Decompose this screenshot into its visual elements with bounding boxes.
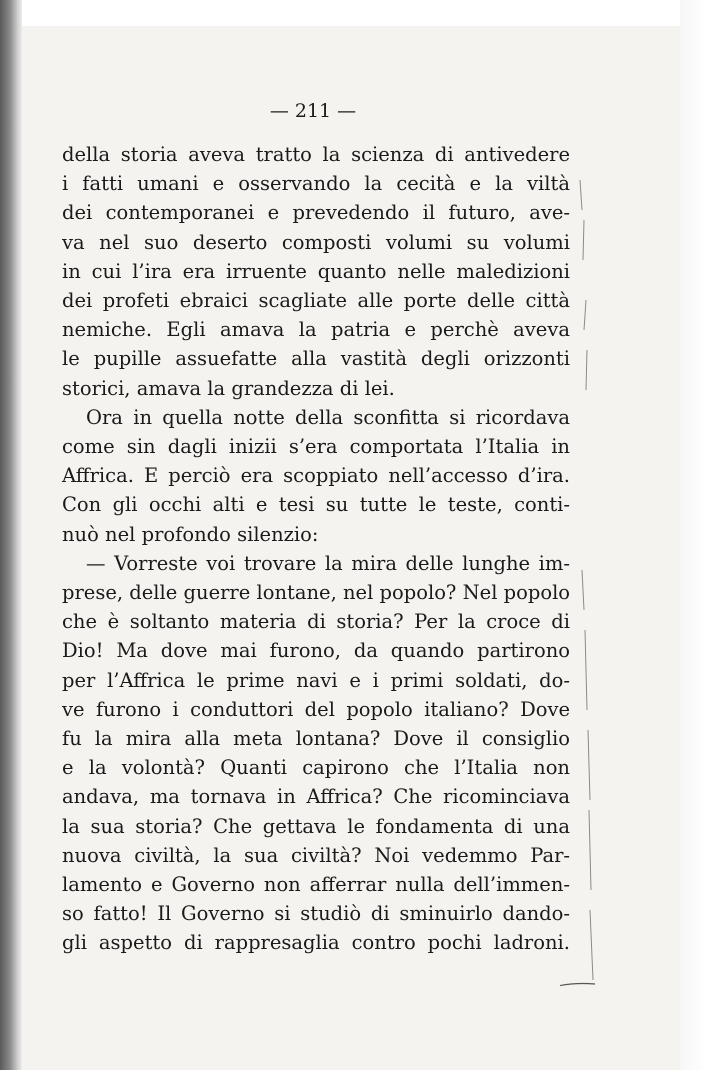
text-line: Affrica. E perciò era scoppiato nell’accesso d’ira.	[62, 464, 570, 488]
page-number: — 211 —	[269, 100, 357, 122]
text-line: i fatti umani e osservando la cecità e la viltà	[62, 172, 570, 196]
text-line: per l’Affrica le prime navi e i primi soldati, do-	[62, 668, 570, 692]
text-line: va nel suo deserto composti volumi su volumi	[62, 230, 570, 254]
text-line: nuova civiltà, la sua civiltà? Noi vedemmo Par-	[62, 843, 570, 867]
text-line: e la volontà? Quanti capirono che l’Italia non	[62, 756, 570, 780]
text-line: Dio! Ma dove mai furono, da quando partirono	[62, 639, 570, 663]
text-line: come sin dagli inizii s’era comportata l’Italia in	[62, 435, 570, 459]
body-text	[62, 140, 570, 958]
text-line: gli aspetto di rappresaglia contro pochi ladroni.	[62, 931, 570, 955]
text-line: — Vorreste voi trovare la mira delle lunghe im-	[86, 551, 570, 575]
scan-right-margin	[680, 0, 708, 1070]
text-line: della storia aveva tratto la scienza di antivedere	[62, 143, 570, 166]
text-line: in cui l’ira era irruente quanto nelle maledizioni	[62, 259, 570, 283]
text-line: fu la mira alla meta lontana? Dove il consiglio	[62, 727, 570, 751]
text-line: Ora in quella notte della sconfitta si ricordava	[86, 405, 570, 429]
text-line: nemiche. Egli amava la patria e perchè aveva	[62, 318, 570, 342]
text-line: le pupille assuefatte alla vastità degli orizzonti	[62, 347, 570, 371]
text-line: Con gli occhi alti e tesi su tutte le teste, conti-	[62, 493, 570, 517]
scan-top-margin	[0, 0, 708, 26]
text-line: dei contemporanei e prevedendo il futuro, ave-	[62, 201, 570, 225]
text-line: prese, delle guerre lontane, nel popolo? Nel popolo	[62, 581, 571, 605]
text-line: so fatto! Il Governo si studiò di sminuirlo dando-	[62, 902, 570, 926]
text-line: ve furono i conduttori del popolo italiano? Dove	[62, 697, 570, 721]
text-line: nuò nel profondo silenzio:	[62, 522, 319, 546]
text-line: la sua storia? Che gettava le fondamenta di una	[62, 814, 570, 838]
text-line: lamento e Governo non afferrar nulla dell’immen-	[62, 873, 570, 897]
book-binding-shadow	[0, 0, 22, 1070]
text-line: dei profeti ebraici scagliate alle porte delle città	[62, 289, 570, 313]
text-line: che è soltanto materia di storia? Per la croce di	[62, 610, 570, 634]
text-line: andava, ma tornava in Affrica? Che ricominciava	[62, 785, 570, 809]
text-line: storici, amava la grandezza di lei.	[62, 376, 395, 400]
